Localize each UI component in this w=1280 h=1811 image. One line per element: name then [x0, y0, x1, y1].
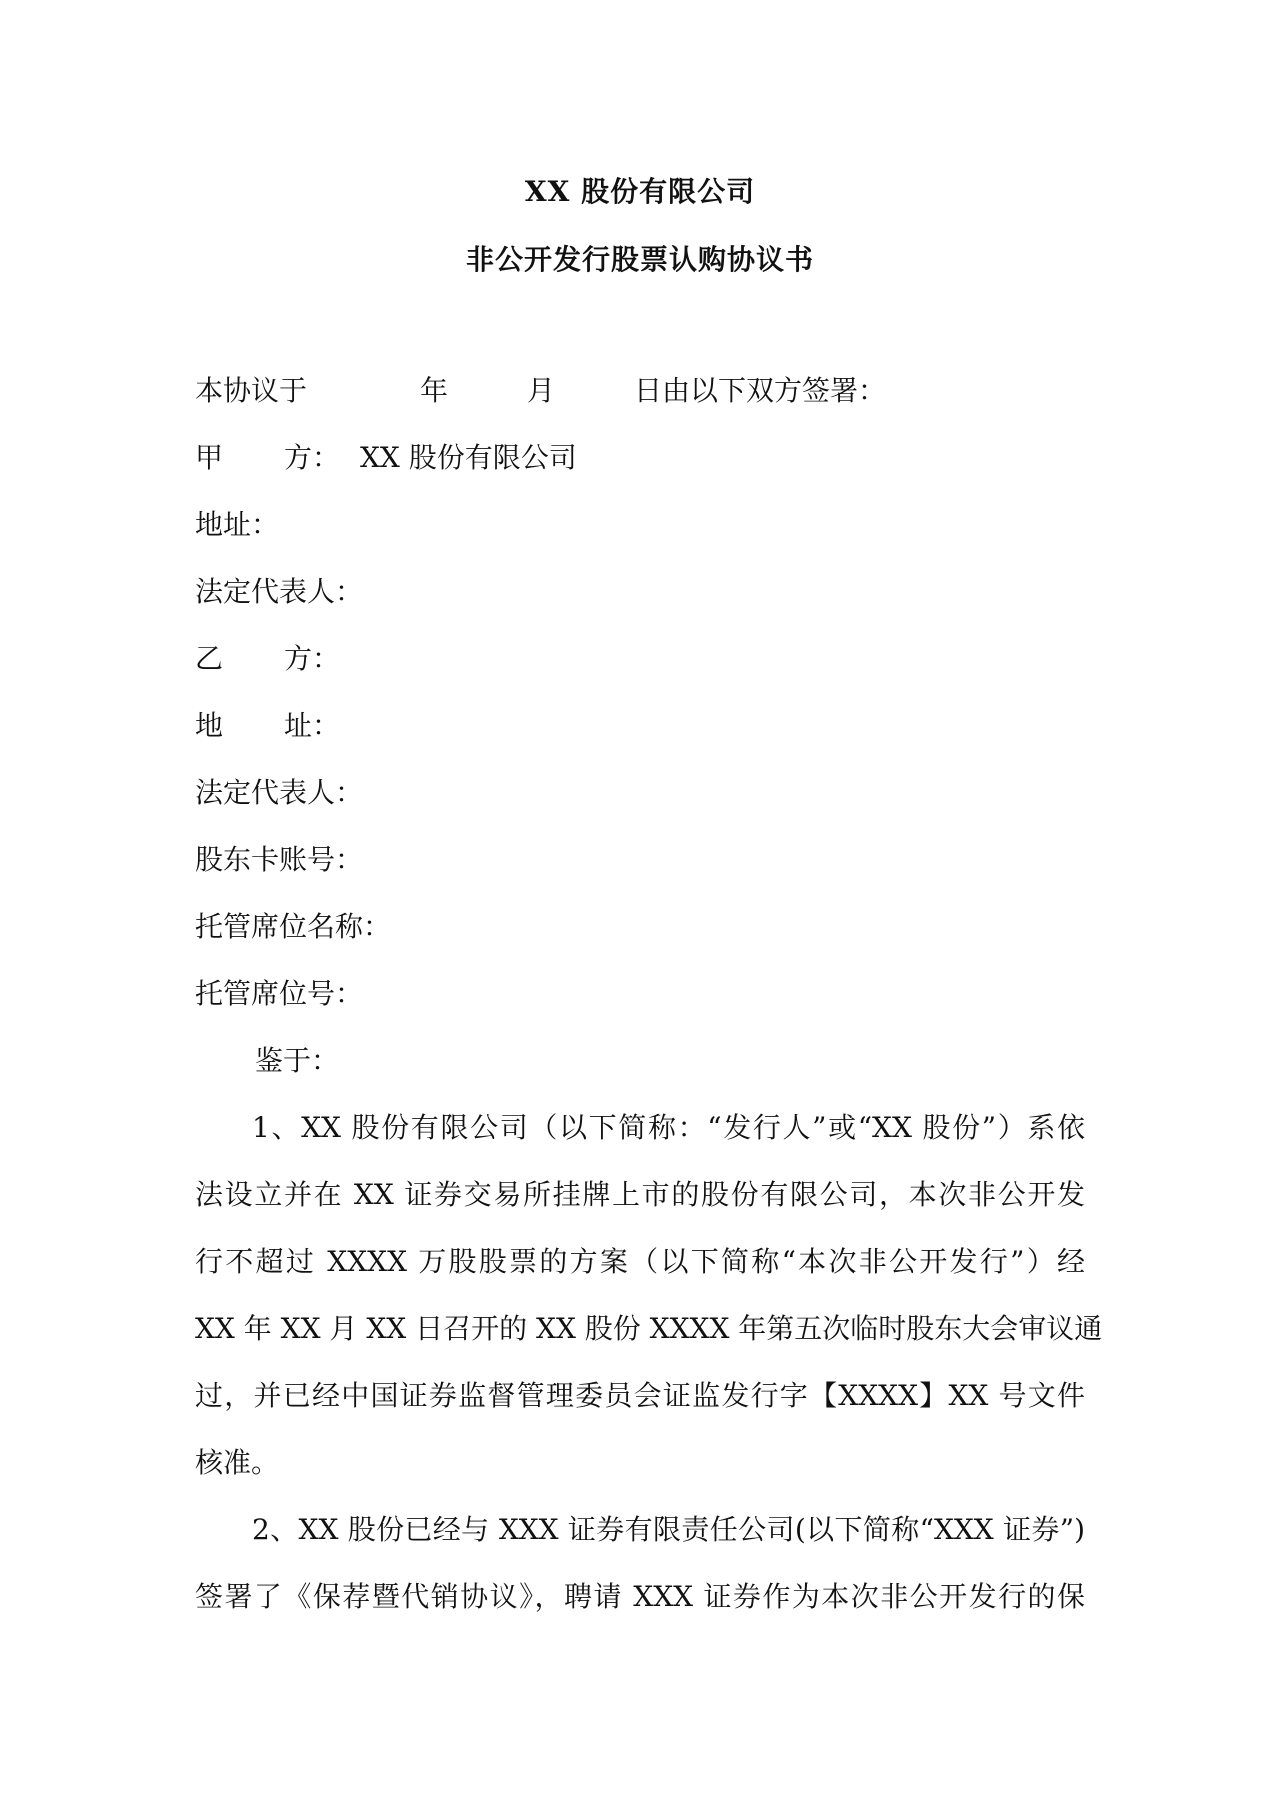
clause1-line: 行不超过 XXXX 万股股票的方案（以下简称“本次非公开发行”）经 — [195, 1245, 1085, 1278]
party-b-account-label: 股东卡账号： — [195, 843, 364, 876]
party-b-seat-no-label: 托管席位号： — [195, 977, 364, 1010]
document-title-agreement: 非公开发行股票认购协议书 — [465, 243, 814, 276]
clause1-line: XX 年 XX 月 XX 日召开的 XX 股份 XXXX 年第五次临时股东大会审议通 — [195, 1312, 1103, 1345]
clause2-line: 签署了《保荐暨代销协议》，聘请 XXX 证券作为本次非公开发行的保 — [195, 1580, 1085, 1613]
party-b-seat-name-label: 托管席位名称： — [195, 910, 392, 943]
intro-suffix: 日由以下双方签署： — [634, 374, 887, 407]
party-a-label-2: 方： — [284, 441, 341, 474]
party-a-rep-label: 法定代表人： — [195, 575, 364, 608]
clause2-line: 2、XX 股份已经与 XXX 证券有限责任公司(以下简称“XXX 证券”) — [252, 1513, 1085, 1546]
clause1-line: 核准。 — [195, 1446, 280, 1479]
party-b-label-1: 乙 — [195, 642, 224, 675]
clause1-line: 过，并已经中国证券监督管理委员会证监发行字【XXXX】XX 号文件 — [195, 1379, 1085, 1412]
party-b-label-2: 方： — [284, 642, 341, 675]
party-b-address-label-2: 址： — [284, 709, 341, 742]
clause1-line: 1、XX 股份有限公司（以下简称：“发行人”或“XX 股份”）系依 — [252, 1111, 1085, 1144]
party-b-address-label-1: 地 — [195, 709, 224, 742]
party-a-label-1: 甲 — [195, 441, 224, 474]
party-a-address-label: 地址： — [195, 508, 280, 541]
document-title-company: XX 股份有限公司 — [524, 175, 756, 208]
clause1-line: 法设立并在 XX 证券交易所挂牌上市的股份有限公司，本次非公开发 — [195, 1178, 1085, 1211]
intro-prefix: 本协议于 — [195, 374, 308, 407]
party-b-rep-label: 法定代表人： — [195, 776, 364, 809]
whereas-label: 鉴于： — [255, 1044, 340, 1077]
intro-month: 月 — [527, 374, 556, 407]
intro-year: 年 — [420, 374, 449, 407]
party-a-name: XX 股份有限公司 — [360, 441, 577, 474]
